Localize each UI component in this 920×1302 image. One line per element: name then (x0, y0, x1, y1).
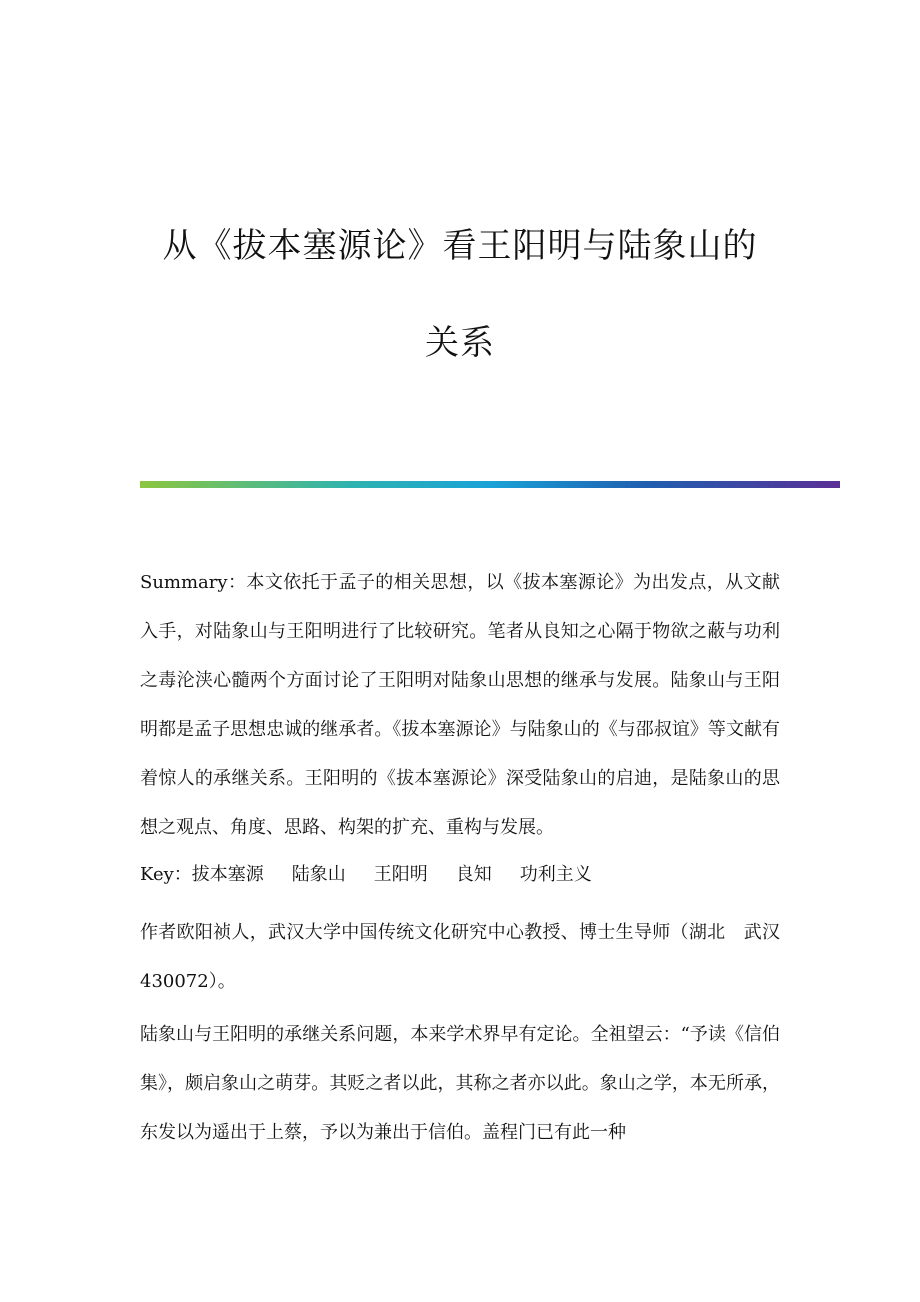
keywords-line (140, 850, 780, 899)
gradient-divider (140, 481, 840, 488)
keyword-item: 陆象山 (291, 864, 346, 885)
keyword-item: 拔本塞源 (191, 864, 264, 885)
keyword-item: 功利主义 (519, 864, 592, 885)
body-paragraph: 陆象山与王阳明的承继关系问题，本来学术界早有定论。全祖望云：“予读《信伯集》，颇启象山之萌芽。其贬之者以此，其称之者亦以此。象山之学，本无所承，东发以为遥出于上蔡，予以为兼出于信伯。盖程门已有此一种 (140, 1024, 780, 1143)
title-line-2: 关系 (425, 323, 495, 363)
summary-text: 本文依托于孟子的相关思想，以《拔本塞源论》为出发点，从文献入手，对陆象山与王阳明进行了比较研究。笔者从良知之心隔于物欲之蔽与功利之毒沦浃心髓两个方面讨论了王阳明对陆象山思想的继承与发展。陆象山与王阳明都是孟子思想忠诚的继承者。《拔本塞源论》与陆象山的《与邵叔谊》等文献有着惊人的承继关系。王阳明的《拔本塞源论》深受陆象山的启迪，是陆象山的思想之观点、角度、思路、构架的扩充、重构与发展。 (140, 572, 780, 838)
keywords-label: Key： (140, 864, 192, 885)
keyword-item: 良知 (455, 864, 492, 885)
author-note: 作者欧阳祯人，武汉大学中国传统文化研究中心教授、博士生导师（湖北 武汉 430072）。 (140, 922, 798, 992)
title-line-1: 从《拔本塞源论》看王阳明与陆象山的 (162, 226, 758, 266)
summary-paragraph (140, 558, 780, 852)
summary-label: Summary： (140, 572, 247, 593)
keyword-item: 王阳明 (373, 864, 428, 885)
